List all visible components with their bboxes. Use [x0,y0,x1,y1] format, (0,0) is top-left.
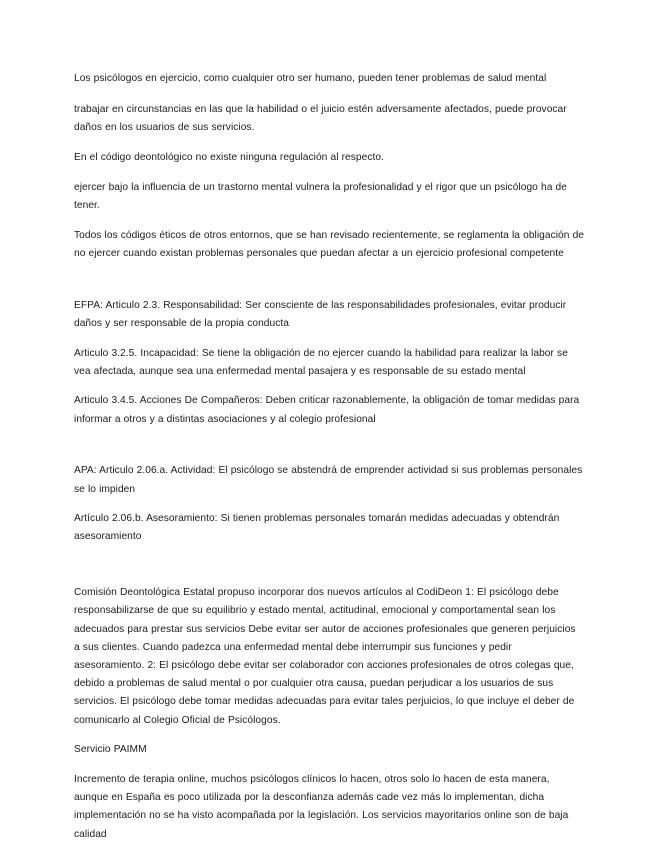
paragraph-apa-articulo-2-06-b: Artículo 2.06.b. Asesoramiento: Si tienen problemas personales tomarán medidas adecuadas y obtendrán asesoramiento [74,513,560,543]
paragraph-ejercer-influencia: ejercer bajo la influencia de un trastorno mental vulnera la profesionalidad y el rigor que un psicólogo ha de tener. [74,181,567,212]
paragraph-trabajar-circunstancias: trabajar en circunstancias en las que la habilidad o el juicio estén adversamente afectados, puede provocar daños en los usuarios de sus servicios. [74,104,567,134]
paragraph-terapia-online: Incremento de terapia online, muchos psicólogos clínicos lo hacen, otros solo lo hacen de esta manera, aunque en España es poco utilizada por la desconfianza además cade vez más lo implementan, dicha implementación no se ha visto acompañada por la legislación. Los servicios mayoritarios online son de baja calidad [74,773,569,840]
paragraph-efpa-articulo-3-4-5: Articulo 3.4.5. Acciones De Compañeros: Deben criticar razonablemente, la obligación de tomar medidas para informar a otros y a distintas asociaciones y al colegio profesional [74,395,580,425]
heading-servicio-paimm: Servicio PAIMM [74,744,147,756]
paragraph-intro-psicologos-ejercicio: Los psicólogos en ejercicio, como cualquier otro ser humano, pueden tener problemas de salud mental [74,73,547,84]
paragraph-efpa-articulo-3-2-5: Articulo 3.2.5. Incapacidad: Se tiene la obligación de no ejercer cuando la habilidad para realizar la labor se vea afectada, aunque sea una enfermedad mental pasajera y es responsable de su estado mental [74,347,568,377]
paragraph-codigos-eticos: Todos los códigos éticos de otros entornos, que se han revisado recientemente, se reglamenta la obligación de no ejercer cuando existan problemas personales que puedan afectar a un ejercicio profesional competente [74,229,585,259]
paragraph-comision-deontologica-estatal: Comisión Deontológica Estatal propuso incorporar dos nuevos artículos al CodiDeon 1: El psicólogo debe responsabilizarse de que su equilibrio y estado mental, actitudinal, emocional y comportamental sean los adecuados para prestar sus servicios Debe evitar ser autor de acciones profesionales que generen perjuicios a sus clientes. Cuando padezca una enfermedad mental debe interrumpir sus funciones y pedir asesoramiento. 2: El psicólogo debe evitar ser colaborador con acciones profesionales de otros colegas que, debido a problemas de salud mental o por cualquier otra causa, puedan perjudicar a los usuarios de sus servicios. El psicólogo debe tomar medidas adecuadas para evitar tales perjuicios, lo que incluye el deber de comunicarlo al Colegio Oficial de Psicólogos. [74,587,576,726]
paragraph-apa-articulo-2-06-a: APA: Articulo 2.06.a. Actividad: El psicólogo se abstendrá de emprender actividad si sus problemas personales se lo impiden [74,465,583,495]
document-text-body [74,70,584,855]
section-spacer-before-comision [74,558,584,584]
section-spacer-before-efpa [74,275,584,297]
paragraph-efpa-articulo-2-3: EFPA: Articulo 2.3. Responsabilidad: Ser consciente de las responsabilidades profesionales, evitar producir daños y ser responsable de la propia conducta [74,299,567,329]
paragraph-codigo-deontologico: En el código deontológico no existe ninguna regulación al respecto. [74,152,384,164]
section-spacer-before-apa [74,440,584,462]
